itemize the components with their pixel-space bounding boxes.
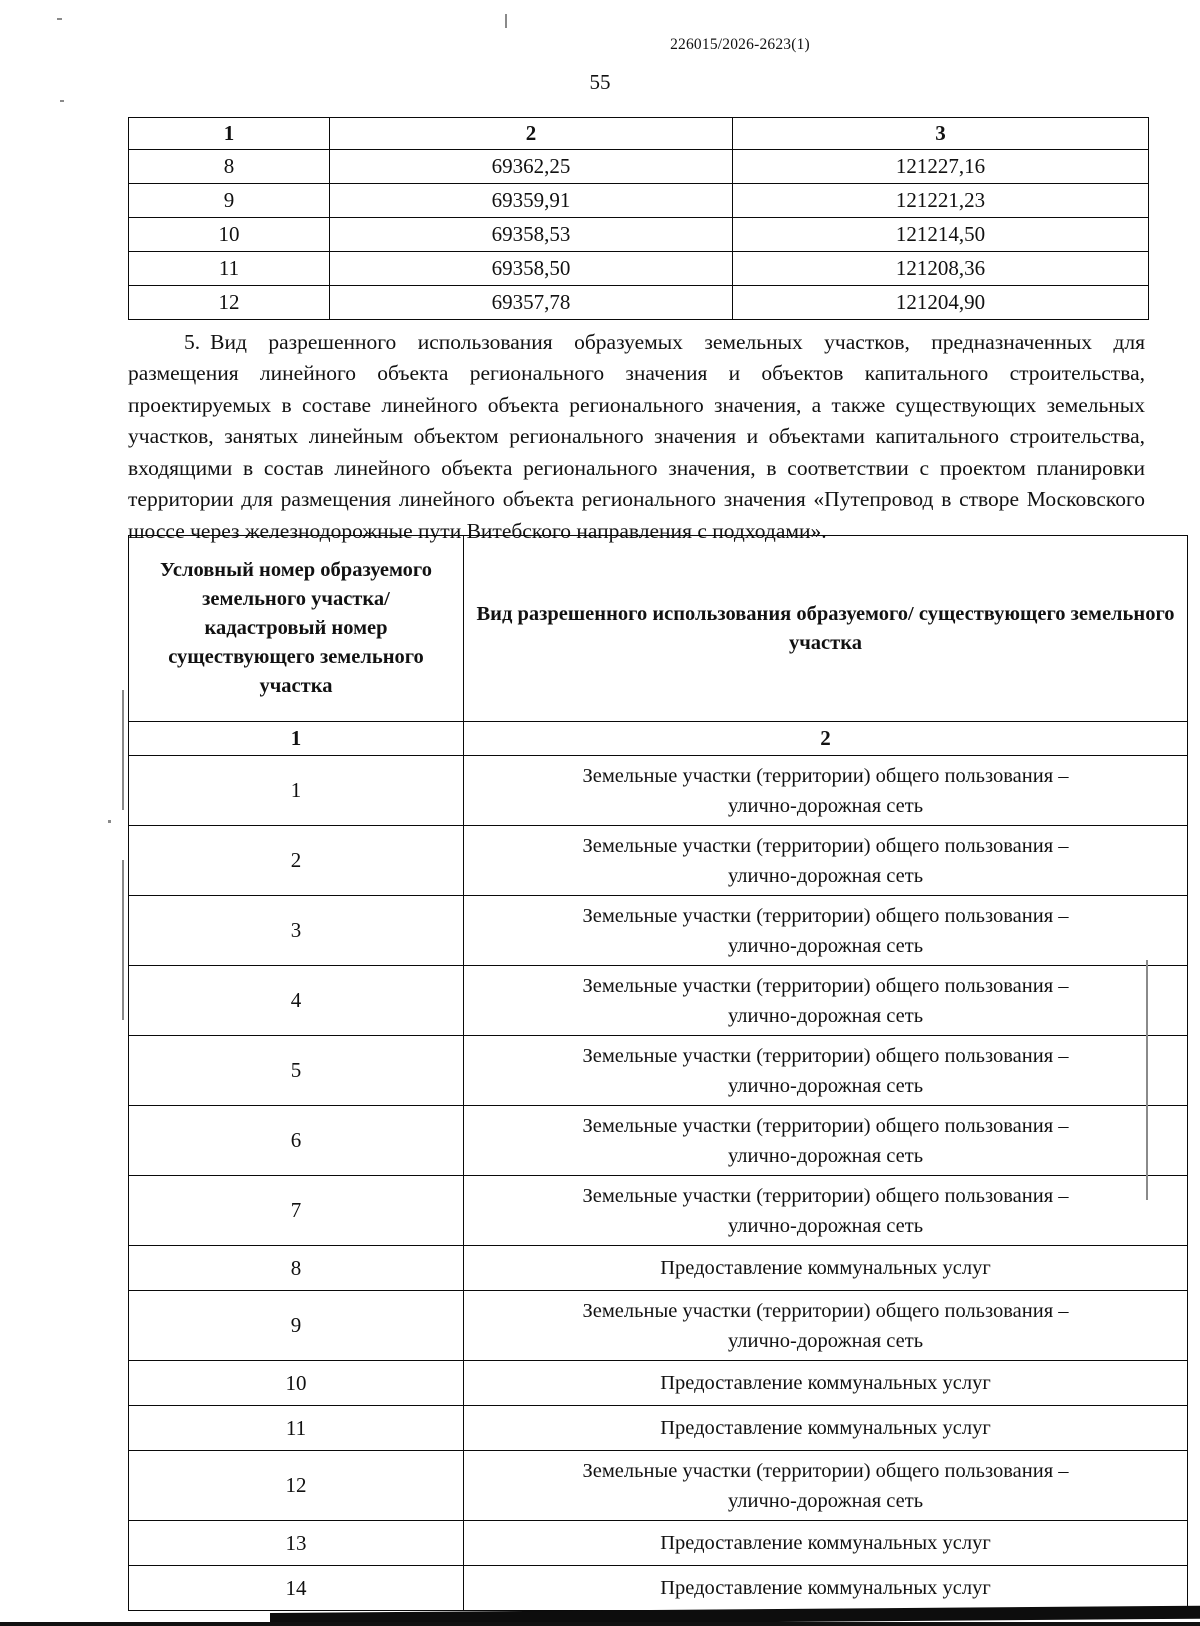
permitted-use: [464, 966, 1188, 1036]
table-row: [129, 1451, 1188, 1521]
plot-number: 12: [129, 1451, 464, 1521]
permitted-use: [464, 826, 1188, 896]
table-row: [129, 218, 1149, 252]
table-row: [129, 722, 1188, 756]
scan-speck: [505, 14, 507, 28]
table-row: [129, 184, 1149, 218]
plot-number: 2: [129, 826, 464, 896]
plot-number: 4: [129, 966, 464, 1036]
table-header-row: [129, 536, 1188, 722]
point-index: 9: [129, 184, 330, 218]
coordinate-y: 121214,50: [733, 218, 1149, 252]
permitted-use: [464, 1291, 1188, 1361]
column-number-1: 1: [129, 118, 330, 150]
permitted-use-line-1: Земельные участки (территории) общего пользования –: [582, 1299, 1069, 1322]
coordinate-y: 121227,16: [733, 150, 1149, 184]
permitted-use-line-1: Земельные участки (территории) общего пользования –: [582, 1459, 1069, 1482]
page-number: 55: [589, 70, 611, 94]
table-row: [129, 966, 1188, 1036]
paragraph-text: Вид разрешенного использования образуемых земельных участков, предназначенных для размещения линейного объекта регионального значения и объектов капитального строительства, проектируемых в составе линейного объекта регионального значения, а также существующих земельных участков, занятых линейным объектом регионального значения и объектами капитального строительства, входящими в состав линейного объекта регионального значения, в соответствии с проектом планировки территории для размещения линейного объекта регионального значения «Путепровод в створе Московского шоссе через железнодорожные пути Витебского направления с подходами».: [128, 329, 1145, 543]
plot-number: 8: [129, 1246, 464, 1291]
table-row: [129, 1036, 1188, 1106]
coordinate-y: 121208,36: [733, 252, 1149, 286]
table-row: [129, 1106, 1188, 1176]
table-row: [129, 1566, 1188, 1611]
scan-speck: [122, 690, 124, 810]
scan-speck: [1146, 960, 1148, 1200]
scan-speck: [57, 18, 62, 20]
plot-number: 9: [129, 1291, 464, 1361]
table-row: [129, 1521, 1188, 1566]
plot-number: 7: [129, 1176, 464, 1246]
coordinates-table-body: [129, 118, 1149, 320]
permitted-use: [464, 756, 1188, 826]
table-row: [129, 1406, 1188, 1451]
scan-speck: [108, 820, 111, 823]
paragraph-5: [128, 327, 1145, 548]
coordinate-x: 69357,78: [330, 286, 733, 320]
scan-speck: [60, 100, 64, 102]
permitted-use-line-1: Земельные участки (территории) общего пользования –: [582, 1184, 1069, 1207]
document-code: 226015/2026-2623(1): [670, 36, 810, 53]
permitted-use-line-1: Земельные участки (территории) общего пользования –: [582, 1044, 1069, 1067]
column-number-2: 2: [464, 722, 1188, 756]
coordinate-y: 121204,90: [733, 286, 1149, 320]
permitted-use-line-2: улично-дорожная сеть: [727, 934, 924, 957]
permitted-use-table-body: [129, 536, 1188, 1611]
point-index: 11: [129, 252, 330, 286]
column-number-2: 2: [330, 118, 733, 150]
plot-number: 14: [129, 1566, 464, 1611]
permitted-use-line-2: улично-дорожная сеть: [727, 1074, 924, 1097]
permitted-use-line-2: улично-дорожная сеть: [727, 794, 924, 817]
column-number-3: 3: [733, 118, 1149, 150]
coordinate-x: 69362,25: [330, 150, 733, 184]
point-index: 8: [129, 150, 330, 184]
permitted-use: Предоставление коммунальных услуг: [464, 1246, 1188, 1291]
permitted-use-line-1: Земельные участки (территории) общего пользования –: [582, 974, 1069, 997]
permitted-use: [464, 1451, 1188, 1521]
permitted-use: Предоставление коммунальных услуг: [464, 1521, 1188, 1566]
plot-number: 6: [129, 1106, 464, 1176]
coordinates-table: [128, 117, 1149, 320]
table-row: [129, 1176, 1188, 1246]
plot-number: 11: [129, 1406, 464, 1451]
table-row: [129, 252, 1149, 286]
permitted-use: [464, 1106, 1188, 1176]
permitted-use-table: [128, 535, 1188, 1611]
table-row: [129, 150, 1149, 184]
table-row: [129, 1291, 1188, 1361]
permitted-use: [464, 1036, 1188, 1106]
coordinate-x: 69358,53: [330, 218, 733, 252]
scan-speck: [122, 860, 124, 1020]
plot-number: 1: [129, 756, 464, 826]
table-row: [129, 756, 1188, 826]
plot-number: 5: [129, 1036, 464, 1106]
table-row: [129, 286, 1149, 320]
table-row: [129, 118, 1149, 150]
column-number-1: 1: [129, 722, 464, 756]
permitted-use-line-1: Земельные участки (территории) общего пользования –: [582, 1114, 1069, 1137]
table-row: [129, 1246, 1188, 1291]
permitted-use: [464, 1176, 1188, 1246]
coordinate-x: 69358,50: [330, 252, 733, 286]
permitted-use: Предоставление коммунальных услуг: [464, 1566, 1188, 1611]
permitted-use: Предоставление коммунальных услуг: [464, 1406, 1188, 1451]
permitted-use-line-2: улично-дорожная сеть: [727, 1214, 924, 1237]
permitted-use: [464, 896, 1188, 966]
permitted-use-line-2: улично-дорожная сеть: [727, 1329, 924, 1352]
permitted-use: Предоставление коммунальных услуг: [464, 1361, 1188, 1406]
plot-number: 10: [129, 1361, 464, 1406]
point-index: 12: [129, 286, 330, 320]
permitted-use-line-1: Земельные участки (территории) общего пользования –: [582, 904, 1069, 927]
header-plot-number: Условный номер образуемого земельного участка/ кадастровый номер существующего земельного участка: [129, 536, 464, 722]
coordinate-x: 69359,91: [330, 184, 733, 218]
scan-artifact-edge: [0, 1622, 1200, 1626]
permitted-use-line-2: улично-дорожная сеть: [727, 864, 924, 887]
plot-number: 3: [129, 896, 464, 966]
plot-number: 13: [129, 1521, 464, 1566]
point-index: 10: [129, 218, 330, 252]
permitted-use-line-1: Земельные участки (территории) общего пользования –: [582, 764, 1069, 787]
permitted-use-line-2: улично-дорожная сеть: [727, 1489, 924, 1512]
coordinate-y: 121221,23: [733, 184, 1149, 218]
permitted-use-line-1: Земельные участки (территории) общего пользования –: [582, 834, 1069, 857]
permitted-use-line-2: улично-дорожная сеть: [727, 1004, 924, 1027]
permitted-use-line-2: улично-дорожная сеть: [727, 1144, 924, 1167]
table-row: [129, 1361, 1188, 1406]
paragraph-number: 5.: [184, 329, 201, 354]
table-row: [129, 896, 1188, 966]
header-permitted-use: Вид разрешенного использования образуемого/ существующего земельного участка: [464, 536, 1188, 722]
table-row: [129, 826, 1188, 896]
